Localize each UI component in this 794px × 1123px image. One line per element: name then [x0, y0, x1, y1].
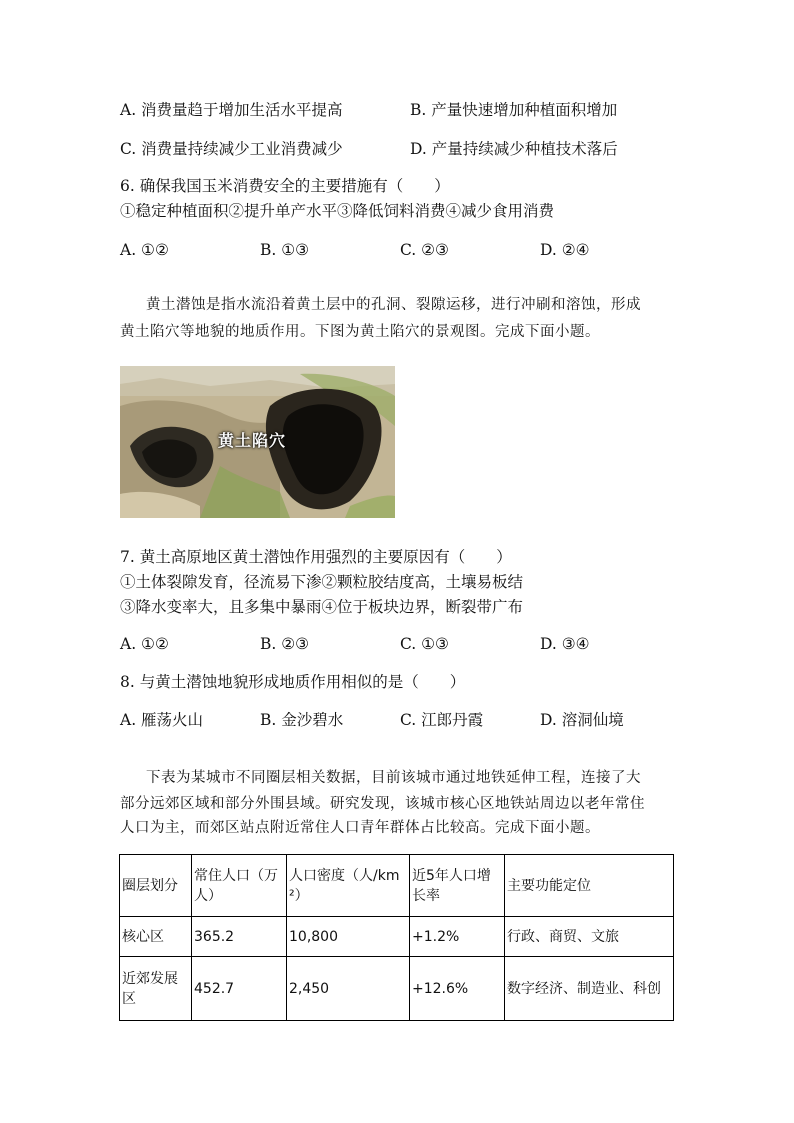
q7-option-c: C. ①③ — [400, 635, 449, 653]
table-header-row — [120, 855, 674, 917]
photo-label: 黄土陷穴 — [218, 431, 287, 450]
table-cell: 10,800 — [287, 917, 410, 957]
passage1-line2: 黄土陷穴等地貌的地质作用。下图为黄土陷穴的景观图。完成下面小题。 — [120, 324, 600, 340]
q8-option-b: B. 金沙碧水 — [260, 711, 344, 729]
table-cell: +1.2% — [410, 917, 505, 957]
table-header-cell: 圈层划分 — [120, 855, 192, 917]
table-row — [120, 917, 674, 957]
q7-option-d: D. ③④ — [540, 635, 590, 653]
q8-option-d: D. 溶洞仙境 — [540, 711, 624, 729]
passage2-line1: 下表为某城市不同圈层相关数据，目前该城市通过地铁延伸工程，连接了大 — [146, 770, 641, 786]
table-cell: 核心区 — [120, 917, 192, 957]
table-cell: 2,450 — [287, 957, 410, 1021]
q6-option-a: A. ①② — [120, 241, 169, 259]
q8-option-a: A. 雁荡火山 — [120, 711, 204, 729]
q6-option-d: D. ②④ — [540, 241, 590, 259]
q5-option-a: A. 消费量趋于增加生活水平提高 — [120, 101, 343, 119]
q7-stem: 7. 黄土高原地区黄土潜蚀作用强烈的主要原因有（ ） — [120, 548, 512, 566]
q6-option-b: B. ①③ — [260, 241, 310, 259]
loess-sinkhole-photo — [120, 366, 395, 518]
q5-option-c: C. 消费量持续减少工业消费减少 — [120, 140, 343, 158]
q6-items: ①稳定种植面积②提升单产水平③降低饲料消费④减少食用消费 — [120, 202, 555, 220]
passage2-line3: 人口为主，而郊区站点附近常住人口青年群体占比较高。完成下面小题。 — [120, 820, 600, 836]
table-row — [120, 957, 674, 1021]
table-cell: +12.6% — [410, 957, 505, 1021]
table-cell: 365.2 — [192, 917, 287, 957]
passage1-line1: 黄土潜蚀是指水流沿着黄土层中的孔洞、裂隙运移，进行冲刷和溶蚀，形成 — [146, 297, 641, 313]
table-header-cell: 主要功能定位 — [505, 855, 674, 917]
table-header-cell: 人口密度（人/km²） — [287, 855, 410, 917]
q5-option-d: D. 产量持续减少种植技术落后 — [410, 140, 618, 158]
q5-option-b: B. 产量快速增加种植面积增加 — [410, 101, 618, 119]
table-header-cell: 常住人口（万人） — [192, 855, 287, 917]
q7-items-line2: ③降水变率大，且多集中暴雨④位于板块边界，断裂带广布 — [120, 598, 524, 616]
q6-option-c: C. ②③ — [400, 241, 449, 259]
q7-option-b: B. ②③ — [260, 635, 310, 653]
passage2-line2: 部分远郊区域和部分外围县域。研究发现，该城市核心区地铁站周边以老年常住 — [120, 796, 645, 812]
table-cell: 数字经济、制造业、科创 — [505, 957, 674, 1021]
table-cell: 行政、商贸、文旅 — [505, 917, 674, 957]
q7-option-a: A. ①② — [120, 635, 169, 653]
q8-option-c: C. 江郎丹霞 — [400, 711, 484, 729]
q6-stem: 6. 确保我国玉米消费安全的主要措施有（ ） — [120, 177, 450, 195]
city-ring-data-table — [119, 854, 674, 1021]
q8-stem: 8. 与黄土潜蚀地貌形成地质作用相似的是（ ） — [120, 673, 466, 691]
table-cell: 近郊发展区 — [120, 957, 192, 1021]
table-cell: 452.7 — [192, 957, 287, 1021]
table-header-cell: 近5年人口增长率 — [410, 855, 505, 917]
q7-items-line1: ①土体裂隙发育，径流易下渗②颗粒胶结度高，土壤易板结 — [120, 573, 524, 591]
